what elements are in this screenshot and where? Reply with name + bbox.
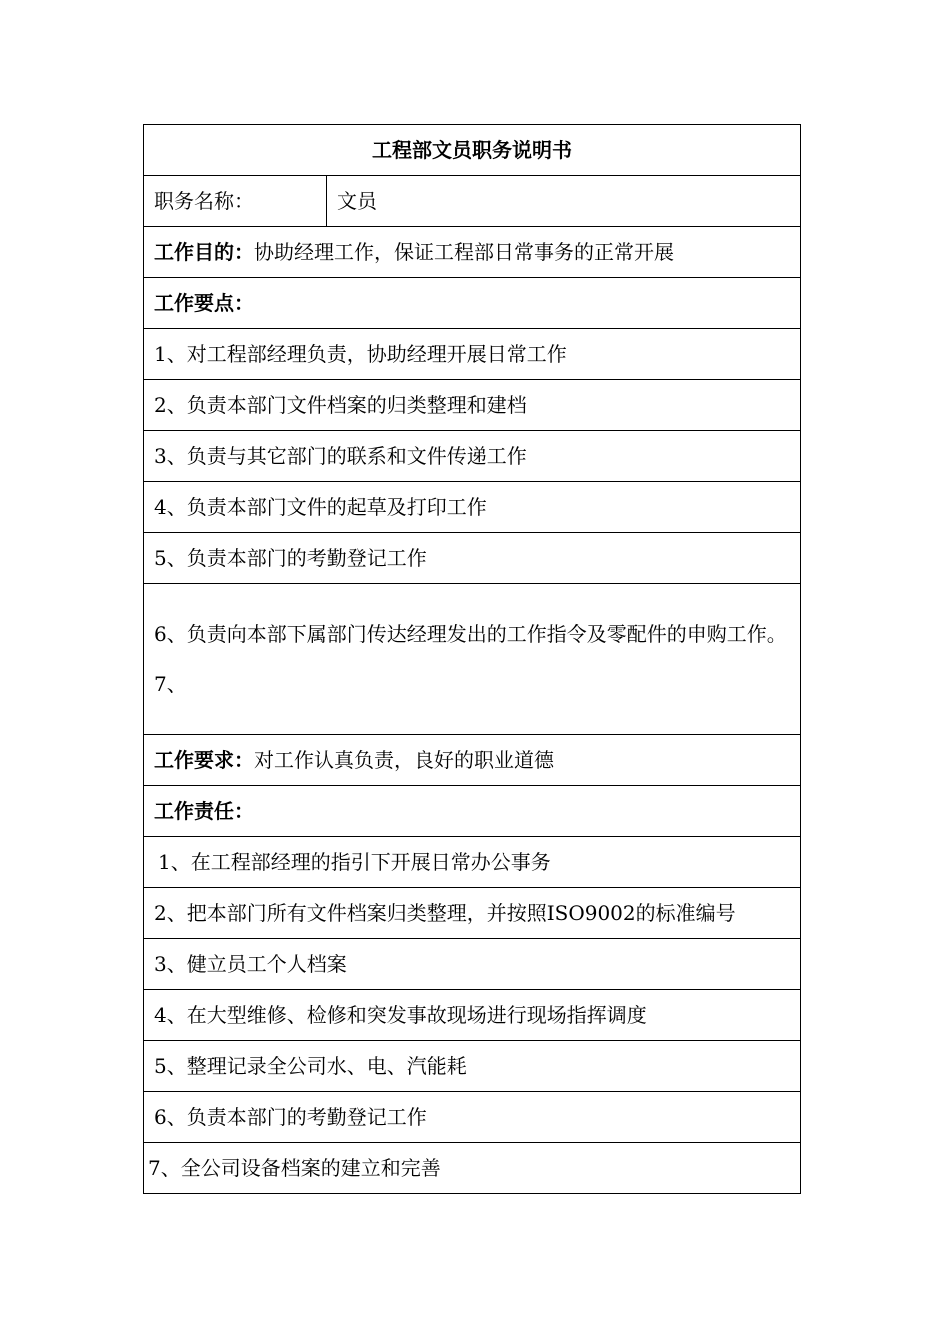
key-point-item: 6、负责向本部下属部门传达经理发出的工作指令及零配件的申购工作。 bbox=[154, 622, 787, 646]
responsibilities-label: 工作责任： bbox=[144, 786, 801, 837]
key-point-item: 1、对工程部经理负责，协助经理开展日常工作 bbox=[144, 329, 801, 380]
purpose-label: 工作目的： bbox=[154, 240, 254, 264]
responsibility-item: 5、整理记录全公司水、电、汽能耗 bbox=[144, 1041, 801, 1092]
responsibility-row bbox=[144, 990, 801, 1041]
key-point-item: 7、 bbox=[154, 672, 187, 696]
key-point-row bbox=[144, 431, 801, 482]
job-description-table bbox=[143, 124, 801, 1194]
responsibility-row bbox=[144, 1143, 801, 1194]
responsibility-row bbox=[144, 1092, 801, 1143]
purpose-row bbox=[144, 227, 801, 278]
key-point-item: 2、负责本部门文件档案的归类整理和建档 bbox=[144, 380, 801, 431]
responsibility-item: 7、全公司设备档案的建立和完善 bbox=[144, 1143, 801, 1194]
key-point-row bbox=[144, 380, 801, 431]
key-point-item: 3、负责与其它部门的联系和文件传递工作 bbox=[144, 431, 801, 482]
position-row bbox=[144, 176, 801, 227]
position-label: 职务名称： bbox=[144, 176, 327, 227]
key-points-label: 工作要点： bbox=[144, 278, 801, 329]
position-value: 文员 bbox=[327, 176, 801, 227]
key-points-header-row bbox=[144, 278, 801, 329]
key-point-row bbox=[144, 533, 801, 584]
title-row bbox=[144, 125, 801, 176]
requirements-label: 工作要求： bbox=[154, 748, 254, 772]
purpose-cell bbox=[144, 227, 801, 278]
responsibilities-header-row bbox=[144, 786, 801, 837]
responsibility-row bbox=[144, 1041, 801, 1092]
requirements-text: 对工作认真负责，良好的职业道德 bbox=[254, 748, 554, 772]
key-point-item: 4、负责本部门文件的起草及打印工作 bbox=[144, 482, 801, 533]
responsibility-item: 4、在大型维修、检修和突发事故现场进行现场指挥调度 bbox=[144, 990, 801, 1041]
requirements-cell bbox=[144, 735, 801, 786]
key-point-row-multiline bbox=[144, 584, 801, 735]
responsibility-item: 6、负责本部门的考勤登记工作 bbox=[144, 1092, 801, 1143]
responsibility-row bbox=[144, 939, 801, 990]
responsibility-item: 1、在工程部经理的指引下开展日常办公事务 bbox=[144, 837, 801, 888]
responsibility-item: 2、把本部门所有文件档案归类整理，并按照ISO9002的标准编号 bbox=[144, 888, 801, 939]
responsibility-item: 3、健立员工个人档案 bbox=[144, 939, 801, 990]
responsibility-row bbox=[144, 837, 801, 888]
key-point-item: 5、负责本部门的考勤登记工作 bbox=[144, 533, 801, 584]
key-point-row bbox=[144, 329, 801, 380]
responsibility-row bbox=[144, 888, 801, 939]
key-point-row bbox=[144, 482, 801, 533]
document-title: 工程部文员职务说明书 bbox=[144, 125, 801, 176]
purpose-text: 协助经理工作，保证工程部日常事务的正常开展 bbox=[254, 240, 674, 264]
requirements-row bbox=[144, 735, 801, 786]
key-point-item-group bbox=[144, 584, 801, 735]
